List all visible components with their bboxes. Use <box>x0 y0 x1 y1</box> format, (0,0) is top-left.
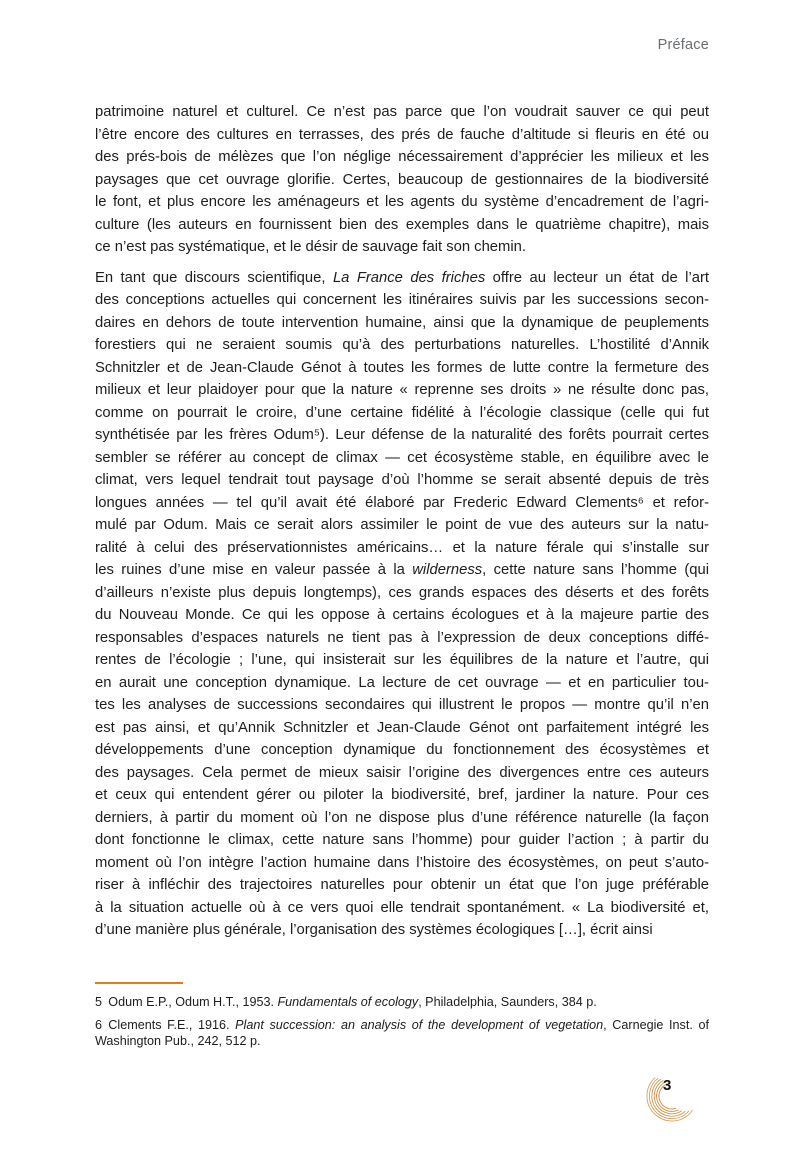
page-number-block <box>634 1056 714 1138</box>
text-line: Schnitzler et de Jean-Claude Génot à toutes les formes de lutte contre la fermeture des <box>95 359 709 376</box>
arc-fan-logo-icon <box>634 1056 714 1138</box>
text-line: d’une manière plus générale, l’organisation des systèmes écologiques […], écrit ainsi <box>95 922 653 938</box>
body-text <box>95 101 709 942</box>
text-line: comme on pourrait le croire, d’une certaine fidélité à l’écologie classique (celle qui fut <box>95 404 709 421</box>
text-line: Washington Pub., 242, 512 p. <box>95 1034 261 1048</box>
text-line: est pas ainsi, et qu’Annik Schnitzler et Jean-Claude Génot ont parfaitement intégré les <box>95 719 709 736</box>
text-line: patrimoine naturel et culturel. Ce n’est pas parce que l’on voudrait sauver ce qui peut <box>95 104 709 120</box>
text-line: tes les analyses de successions secondaires qui illustrent le propos — montre qu’il n’en <box>95 697 709 713</box>
text-line: paysages que cet ouvrage glorifie. Certes, beaucoup de gestionnaires de la biodiversité <box>95 171 709 188</box>
text-line: à la situation actuelle où à ce vers quoi elle tendrait spontanément. « La biodiversité et, <box>95 899 709 916</box>
text-line: riser à infléchir des trajectoires naturelles pour obtenir un état que l’on juge préférable <box>95 877 709 893</box>
text-line: les ruines d’une mise en valeur passée à la wilderness, cette nature sans l’homme (qui <box>95 562 709 578</box>
text-line: ralité à celui des préservationnistes américains… et la nature férale qui s’installe sur <box>95 539 709 556</box>
text-line: derniers, à partir du moment où l’on ne dispose plus d’une référence naturelle (la façon <box>95 809 709 826</box>
text-line: dont fonctionne le climax, cette nature sans l’homme) pour guider l’action ; à partir du <box>95 832 709 848</box>
text-line: en aurait une conception dynamique. La lecture de cet ouvrage — et en particulier tou- <box>95 674 709 691</box>
footnote-5 <box>95 994 709 1011</box>
text-line: daires en dehors de toute intervention humaine, ainsi que la dynamique de peuplements <box>95 314 709 331</box>
text-line: longues années — tel qu’il avait été élaboré par Frederic Edward Clements⁶ et refor- <box>95 494 709 511</box>
text-line: sembler se référer au concept de climax — cet écosystème stable, en équilibre avec le <box>95 449 709 466</box>
text-line: 6 Clements F.E., 1916. Plant succession: an analysis of the development of vegetation, Carnegie Inst. of <box>95 1017 709 1032</box>
text-line: des paysages. Cela permet de mieux saisir l’origine des divergences entre ces auteurs <box>95 764 709 781</box>
text-line: rentes de l’écologie ; l’une, qui insisterait sur les équilibres de la nature et l’autre, qui <box>95 652 709 668</box>
text-line: mulé par Odum. Mais ce serait alors assimiler le point de vue des auteurs sur la natu- <box>95 517 709 533</box>
text-line: forestiers qui ne seraient soumis qu’à des perturbations naturelles. L’hostilité d’Annik <box>95 337 709 353</box>
paragraph-2 <box>95 267 709 942</box>
text-line: des prés-bois de mélèzes que l’on néglige nécessairement d’apprécier les milieux et les <box>95 149 709 165</box>
footnote-6 <box>95 1017 709 1050</box>
text-line: le font, et plus encore les aménageurs et les agents du système d’encadrement de l’agri- <box>95 194 709 210</box>
text-line: l’être encore des cultures en terrasses, des prés de fauche d’altitude si fleuris en été ou <box>95 126 709 143</box>
paragraph-1 <box>95 101 709 259</box>
text-line: ce n’est pas systématique, et le désir de sauvage fait son chemin. <box>95 239 526 255</box>
text-line: synthétisée par les frères Odum⁵). Leur défense de la naturalité des forêts pourrait certes <box>95 427 709 443</box>
text-line: des conceptions actuelles qui concernent les itinéraires suivis par les successions secon- <box>95 292 709 308</box>
footnote-separator-rule <box>95 982 183 984</box>
text-line: développements d’une conception dynamique du fonctionnement des écosystèmes et <box>95 742 709 758</box>
page-number: 3 <box>663 1077 672 1094</box>
text-line: 5 Odum E.P., Odum H.T., 1953. Fundamentals of ecology, Philadelphia, Saunders, 384 p. <box>95 995 597 1009</box>
footnotes-block <box>95 982 709 1050</box>
text-line: responsables d’espaces naturels ne tient pas à l’expression de deux conceptions diffé- <box>95 629 709 646</box>
running-header: Préface <box>657 37 709 53</box>
text-line: culture (les auteurs en fournissent bien des exemples dans le quatrième chapitre), mais <box>95 216 709 233</box>
text-line: milieux et leur plaidoyer pour que la nature « reprenne ses droits » ne résulte donc pas, <box>95 382 709 398</box>
text-line: et ceux qui entendent gérer ou piloter la biodiversité, bref, jardiner la nature. Pour ces <box>95 787 709 803</box>
text-line: d’ailleurs n’existe plus depuis longtemps), ces grands espaces des déserts et des forêts <box>95 584 709 601</box>
text-line: moment où l’on intègre l’action humaine dans l’histoire des écosystèmes, on peut s’auto- <box>95 854 709 871</box>
text-line: climat, vers lequel tendrait tout paysage d’où l’homme se serait absenté depuis de très <box>95 472 709 488</box>
text-line: du Nouveau Monde. Ce qui les oppose à certains écologues et à la majeure partie des <box>95 607 709 623</box>
text-line: En tant que discours scientifique, La France des friches offre au lecteur un état de l’art <box>95 269 709 286</box>
